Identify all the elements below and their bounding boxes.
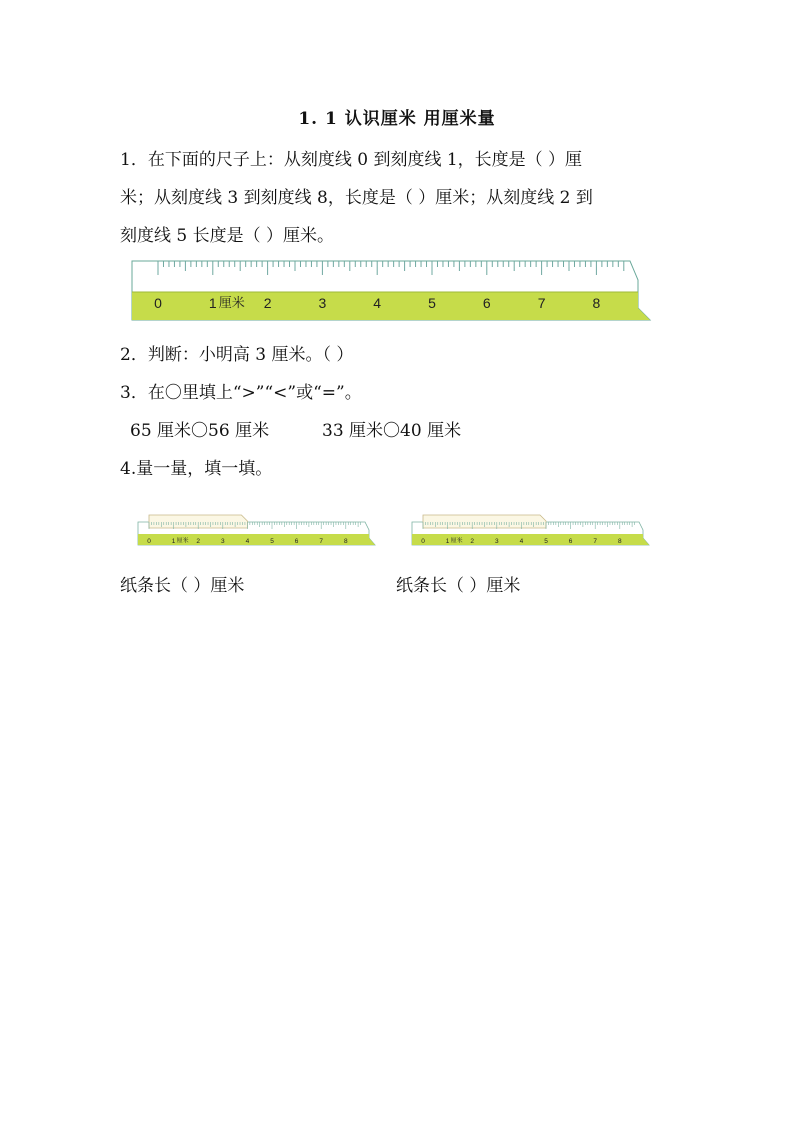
ruler-number: 2 bbox=[263, 295, 272, 311]
ruler-number: 7 bbox=[593, 538, 598, 545]
question-1-line-2: 米；从刻度线 3 到刻度线 8，长度是（ ）厘米；从刻度线 2 到 bbox=[120, 188, 593, 208]
small-ruler-graphic bbox=[137, 514, 377, 548]
ruler-number: 3 bbox=[318, 295, 327, 311]
question-4: 4.量一量，填一填。 bbox=[120, 459, 273, 479]
ruler-number: 8 bbox=[343, 538, 348, 545]
question-1-line-1: 1．在下面的尺子上：从刻度线 0 到刻度线 1，长度是（ ）厘 bbox=[120, 150, 583, 170]
ruler-number: 5 bbox=[270, 538, 274, 545]
ruler-unit-label: 厘米 bbox=[176, 537, 189, 545]
ruler-number: 4 bbox=[373, 295, 382, 311]
ruler-number: 7 bbox=[319, 538, 324, 545]
small-ruler-2 bbox=[411, 514, 651, 548]
ruler-number: 6 bbox=[294, 538, 299, 545]
comparison-item-2: 33 厘米〇40 厘米 bbox=[322, 421, 462, 441]
small-ruler-1 bbox=[137, 514, 377, 548]
question-2: 2．判断：小明高 3 厘米。（ ） bbox=[120, 345, 354, 365]
question-3: 3．在〇里填上“>”“<”或“=”。 bbox=[120, 383, 362, 403]
ruler-number: 3 bbox=[220, 538, 225, 545]
ruler-number: 5 bbox=[544, 538, 548, 545]
ruler-number: 8 bbox=[617, 538, 622, 545]
ruler-number: 0 bbox=[421, 538, 425, 545]
ruler-number: 1 bbox=[208, 295, 217, 311]
small-ruler-graphic bbox=[411, 514, 651, 548]
ruler-number: 8 bbox=[592, 295, 601, 311]
ruler-number: 0 bbox=[154, 295, 162, 311]
ruler-number: 2 bbox=[196, 538, 201, 545]
ruler-unit-label: 厘米 bbox=[218, 296, 245, 311]
ruler-number: 7 bbox=[537, 295, 546, 311]
ruler-number: 4 bbox=[245, 538, 250, 545]
answer-strip-1: 纸条长（ ）厘米 bbox=[120, 576, 245, 596]
ruler-number: 4 bbox=[519, 538, 524, 545]
main-ruler-graphic bbox=[130, 260, 652, 322]
comparison-item-1: 65 厘米〇56 厘米 bbox=[130, 421, 270, 441]
ruler-number: 1 bbox=[171, 538, 176, 545]
answer-strip-2: 纸条长（ ）厘米 bbox=[396, 576, 521, 596]
main-ruler bbox=[130, 260, 652, 322]
ruler-number: 1 bbox=[445, 538, 450, 545]
ruler-number: 0 bbox=[147, 538, 151, 545]
ruler-number: 2 bbox=[470, 538, 475, 545]
page-title: 1. 1 认识厘米 用厘米量 bbox=[298, 109, 496, 129]
question-1-line-3: 刻度线 5 长度是（ ）厘米。 bbox=[120, 226, 335, 246]
ruler-number: 5 bbox=[428, 295, 436, 311]
ruler-number: 3 bbox=[494, 538, 499, 545]
ruler-number: 6 bbox=[568, 538, 573, 545]
ruler-number: 6 bbox=[482, 295, 491, 311]
ruler-unit-label: 厘米 bbox=[450, 537, 463, 545]
